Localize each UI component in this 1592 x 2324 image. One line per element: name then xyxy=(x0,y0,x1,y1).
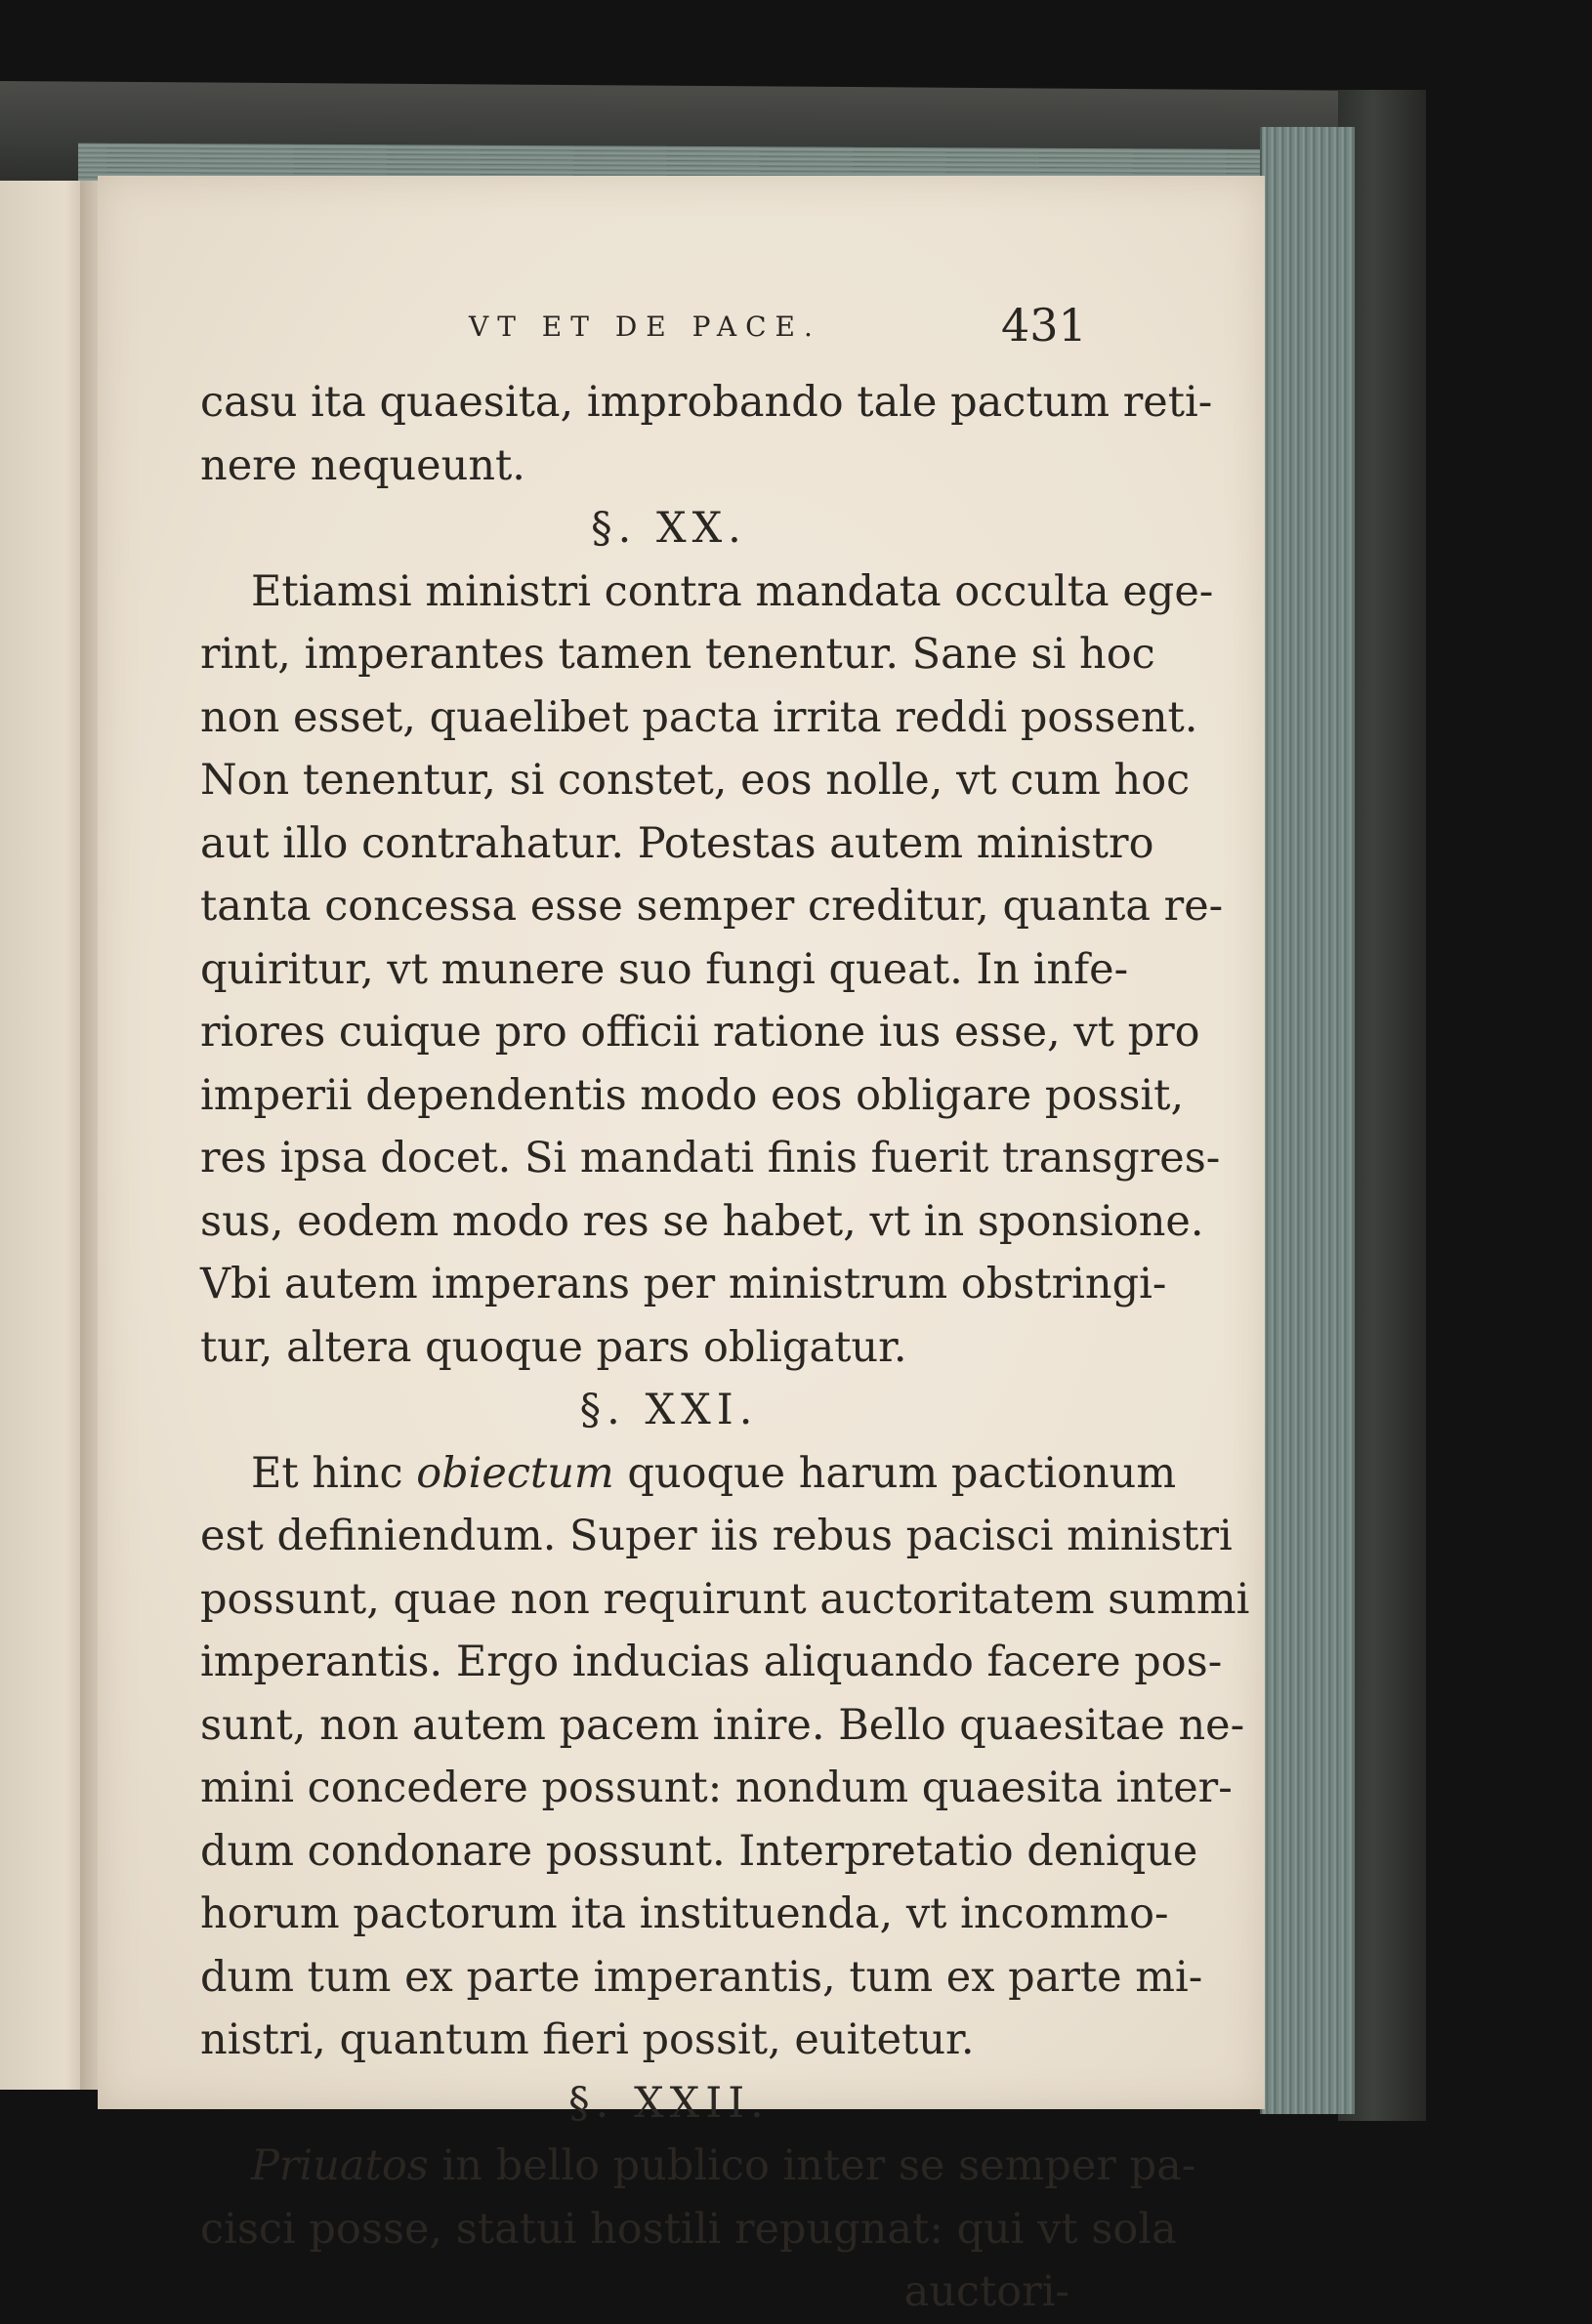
text-line: riores cuique pro officii ratione ius esse, vt pro xyxy=(200,1008,1200,1057)
text-line: nistri, quantum fieri possit, euitetur. xyxy=(200,2015,975,2064)
text-line: tur, altera quoque pars obligatur. xyxy=(200,1322,907,1372)
text-line: horum pactorum ita instituenda, vt incommo- xyxy=(200,1889,1169,1938)
text-line: cisci posse, statui hostili repugnat: qui vt sola xyxy=(200,2204,1177,2254)
text-line: Vbi autem imperans per ministrum obstringi- xyxy=(200,1260,1167,1308)
left-page-sliver xyxy=(0,181,93,2090)
text-line: sunt, non autem pacem inire. Bello quaesitae ne- xyxy=(200,1700,1245,1750)
text-line: casu ita quaesita, improbando tale pactum reti- xyxy=(200,378,1213,427)
page-block-right-edge xyxy=(1260,127,1355,2114)
text-line: sus, eodem modo res se habet, vt in sponsione. xyxy=(200,1196,1204,1246)
text-line: rint, imperantes tamen tenentur. Sane si hoc xyxy=(200,630,1155,679)
page-number: 431 xyxy=(1001,299,1087,352)
text-line xyxy=(200,2135,1196,2198)
text-line: imperii dependentis modo eos obligare possit, xyxy=(200,1070,1185,1120)
text-block xyxy=(200,293,1250,2324)
text-line: Non tenentur, si constet, eos nolle, vt cum hoc xyxy=(200,756,1191,805)
catchword: auctori- xyxy=(903,2267,1069,2316)
text-line: imperantis. Ergo inducias aliquando facere pos- xyxy=(200,1638,1223,1686)
running-head: VT ET DE PACE. xyxy=(469,311,821,343)
text-line: dum condonare possunt. Interpretatio denique xyxy=(200,1826,1198,1876)
section-heading: §. XXII. xyxy=(568,2078,770,2128)
text-line: est definiendum. Super iis rebus pacisci ministri xyxy=(200,1512,1233,1560)
text-line: mini concedere possunt: nondum quaesita inter- xyxy=(200,1764,1233,1812)
text-line: res ipsa docet. Si mandati finis fuerit transgres- xyxy=(200,1134,1221,1183)
section-heading: §. XX. xyxy=(591,504,747,553)
text-line xyxy=(200,1442,1177,1506)
text-line: possunt, quae non requirunt auctoritatem summi xyxy=(200,1574,1250,1624)
italic-term: obiectum xyxy=(416,1448,614,1498)
text-fragment: in bello publico inter se semper pa- xyxy=(441,2141,1196,2190)
text-line: non esset, quaelibet pacta irrita reddi possent. xyxy=(200,692,1198,742)
text-line: nere nequeunt. xyxy=(200,440,525,490)
text-line: dum tum ex parte imperantis, tum ex parte mi- xyxy=(200,1952,1203,2002)
text-line: tanta concessa esse semper creditur, quanta re- xyxy=(200,882,1224,931)
text-fragment: quoque harum pactionum xyxy=(627,1448,1177,1498)
italic-term: Priuatos xyxy=(251,2141,429,2190)
text-line: quiritur, vt munere suo fungi queat. In infe- xyxy=(200,944,1129,994)
text-line: aut illo contrahatur. Potestas autem ministro xyxy=(200,818,1154,868)
text-line: Etiamsi ministri contra mandata occulta ege- xyxy=(251,566,1214,616)
text-fragment: Et hinc xyxy=(251,1448,403,1498)
page-header xyxy=(200,293,1087,371)
section-heading: §. XXI. xyxy=(579,1386,759,1434)
